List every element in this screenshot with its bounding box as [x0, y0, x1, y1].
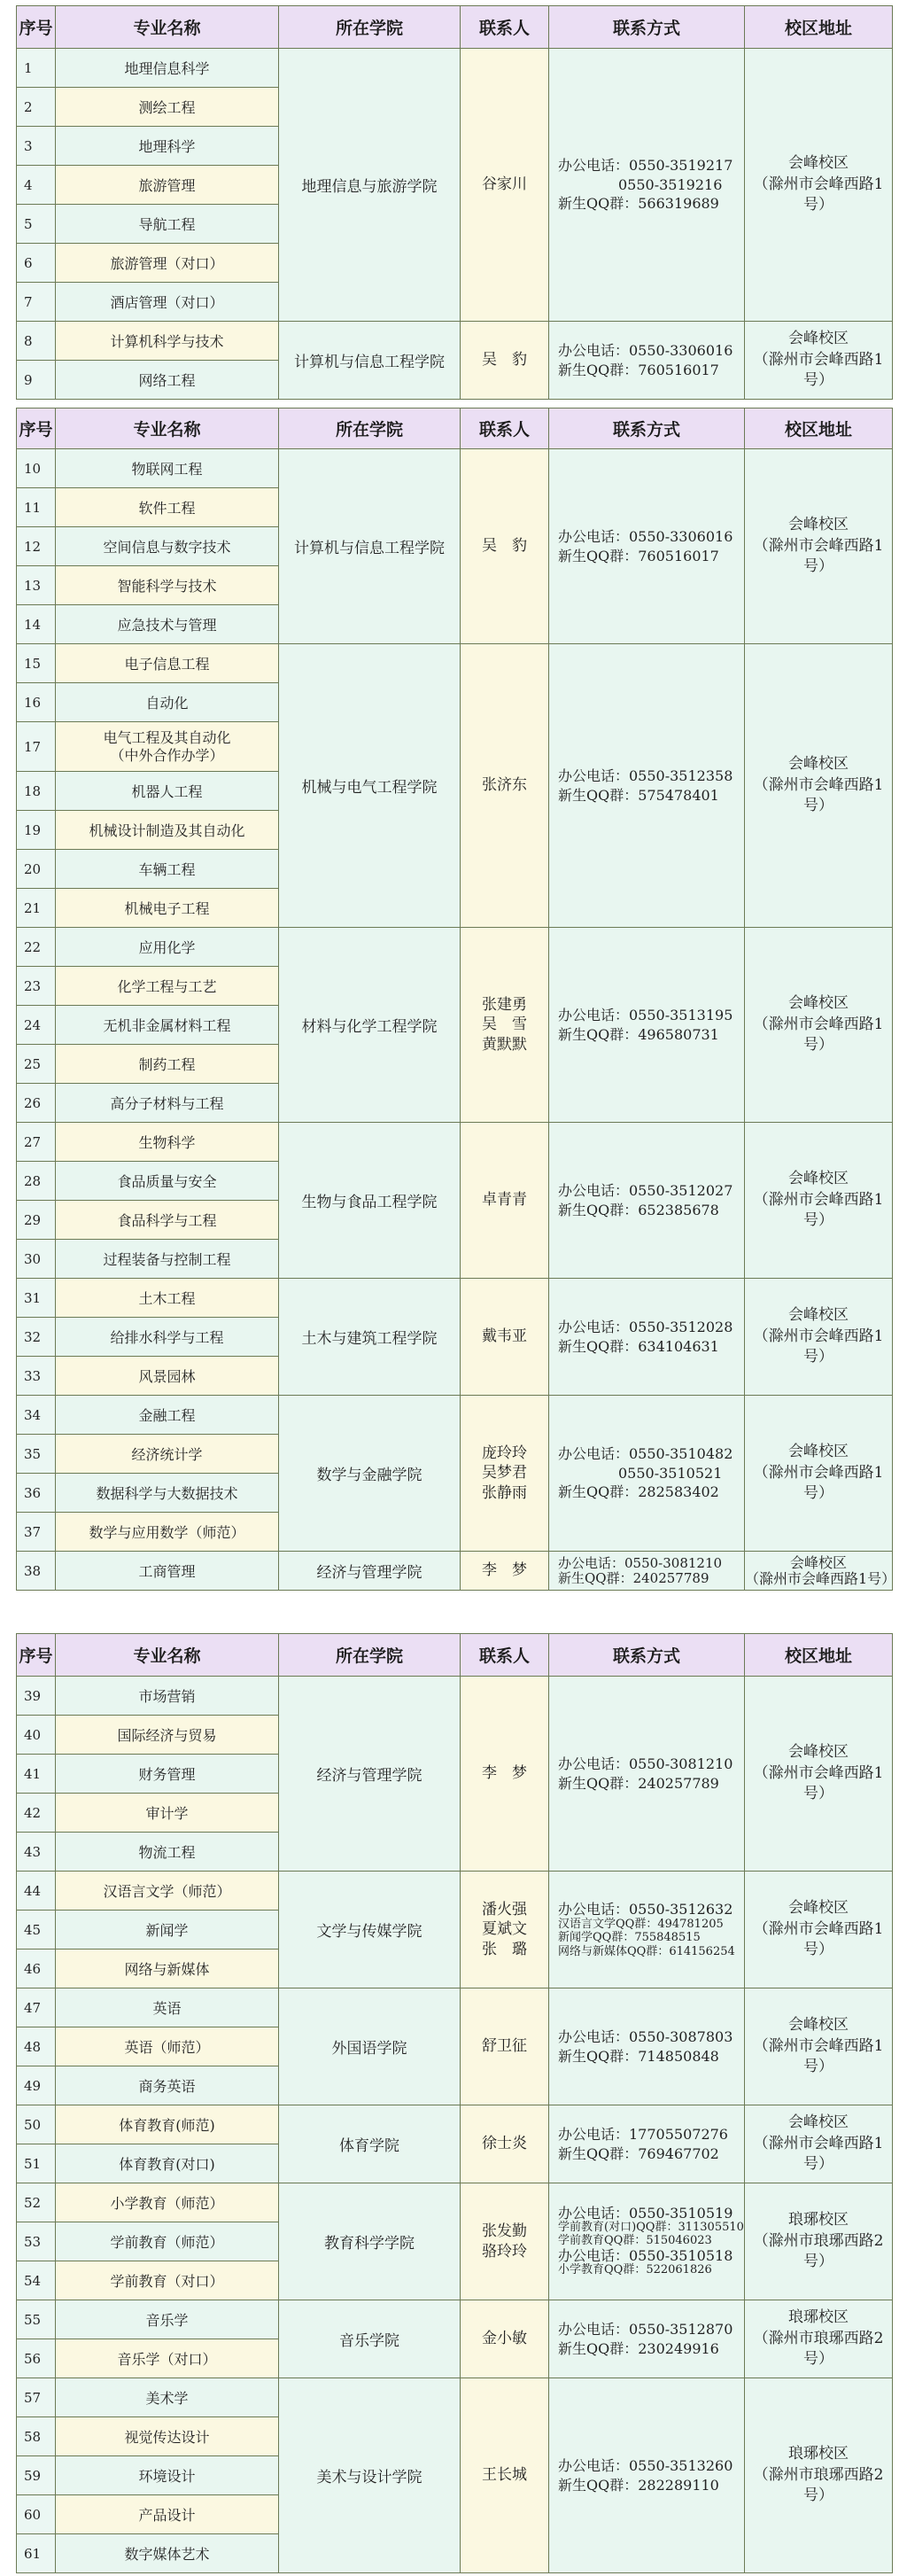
major-name: 小学教育（师范） — [56, 2183, 279, 2222]
row-number: 33 — [17, 1357, 56, 1396]
table-row — [17, 2378, 893, 2417]
college-name: 音乐学院 — [279, 2300, 461, 2378]
campus-address: 会峰校区 （滁州市会峰西路1号） — [745, 449, 893, 644]
row-number: 44 — [17, 1872, 56, 1911]
table-row — [17, 1396, 893, 1435]
major-name: 车辆工程 — [56, 850, 279, 889]
major-name: 物联网工程 — [56, 449, 279, 488]
row-number: 15 — [17, 644, 56, 683]
header-college: 所在学院 — [279, 1634, 461, 1677]
college-name: 教育科学学院 — [279, 2183, 461, 2300]
table-row — [17, 1279, 893, 1318]
major-name: 环境设计 — [56, 2456, 279, 2495]
college-name: 经济与管理学院 — [279, 1677, 461, 1872]
contact-person: 张建勇 吴 雪 黄默默 — [461, 928, 549, 1123]
college-name: 机械与电气工程学院 — [279, 644, 461, 928]
campus-address: 会峰校区 （滁州市会峰西路1号） — [745, 2105, 893, 2183]
college-name: 经济与管理学院 — [279, 1552, 461, 1591]
row-number: 47 — [17, 1988, 56, 2027]
row-number: 56 — [17, 2339, 56, 2378]
campus-address: 会峰校区 （滁州市会峰西路1号） — [745, 49, 893, 322]
campus-address: 会峰校区 （滁州市会峰西路1号） — [745, 928, 893, 1123]
campus-address: 会峰校区 （滁州市会峰西路1号） — [745, 322, 893, 400]
college-name: 数学与金融学院 — [279, 1396, 461, 1552]
row-number: 48 — [17, 2027, 56, 2066]
major-name: 国际经济与贸易 — [56, 1716, 279, 1755]
row-number: 36 — [17, 1474, 56, 1513]
contact-info: 办公电话：0550-3510482 0550-3510521 新生QQ群：282583402 — [549, 1396, 745, 1552]
row-number: 2 — [17, 88, 56, 127]
major-name: 食品科学与工程 — [56, 1201, 279, 1240]
major-name: 应急技术与管理 — [56, 605, 279, 644]
table-row — [17, 449, 893, 488]
major-name: 数据科学与大数据技术 — [56, 1474, 279, 1513]
row-number: 21 — [17, 889, 56, 928]
major-name: 学前教育（对口） — [56, 2261, 279, 2300]
contact-info: 办公电话：0550-3512358 新生QQ群：575478401 — [549, 644, 745, 928]
major-name: 汉语言文学（师范） — [56, 1872, 279, 1911]
row-number: 26 — [17, 1084, 56, 1123]
campus-address: 会峰校区 （滁州市会峰西路1号） — [745, 644, 893, 928]
college-name: 文学与传媒学院 — [279, 1872, 461, 1988]
contact-info: 办公电话：0550-3513195 新生QQ群：496580731 — [549, 928, 745, 1123]
contact-info: 办公电话：0550-3510519 学前教育(对口)QQ群：311305510 学前教育QQ群：515046023 办公电话：0550-3510518 小学教育QQ群：522061826 — [549, 2183, 745, 2300]
row-number: 49 — [17, 2066, 56, 2105]
contact-info: 办公电话：0550-3306016 新生QQ群：760516017 — [549, 322, 745, 400]
campus-address: 会峰校区 （滁州市会峰西路1号） — [745, 1677, 893, 1872]
row-number: 17 — [17, 722, 56, 772]
contact-person: 李 梦 — [461, 1552, 549, 1591]
header-seq: 序号 — [17, 6, 56, 49]
major-name: 工商管理 — [56, 1552, 279, 1591]
row-number: 4 — [17, 166, 56, 205]
major-name: 电气工程及其自动化 （中外合作办学） — [56, 722, 279, 772]
row-number: 60 — [17, 2495, 56, 2534]
table-row — [17, 2105, 893, 2144]
major-name: 风景园林 — [56, 1357, 279, 1396]
row-number: 24 — [17, 1006, 56, 1045]
major-name: 地理科学 — [56, 127, 279, 166]
contact-info: 办公电话：0550-3512027 新生QQ群：652385678 — [549, 1123, 745, 1279]
major-name: 视觉传达设计 — [56, 2417, 279, 2456]
row-number: 10 — [17, 449, 56, 488]
row-number: 50 — [17, 2105, 56, 2144]
row-number: 34 — [17, 1396, 56, 1435]
row-number: 42 — [17, 1794, 56, 1833]
major-name: 音乐学 — [56, 2300, 279, 2339]
major-name: 学前教育（师范） — [56, 2222, 279, 2261]
contact-person: 卓青青 — [461, 1123, 549, 1279]
major-name: 机器人工程 — [56, 772, 279, 811]
row-number: 12 — [17, 527, 56, 566]
major-name: 酒店管理（对口） — [56, 283, 279, 322]
table-row — [17, 2183, 893, 2222]
header-campus: 校区地址 — [745, 1634, 893, 1677]
header-major: 专业名称 — [56, 6, 279, 49]
major-name: 高分子材料与工程 — [56, 1084, 279, 1123]
contact-person: 张济东 — [461, 644, 549, 928]
major-name: 音乐学（对口） — [56, 2339, 279, 2378]
row-number: 11 — [17, 488, 56, 527]
row-number: 40 — [17, 1716, 56, 1755]
major-name: 体育教育(师范) — [56, 2105, 279, 2144]
row-number: 8 — [17, 322, 56, 361]
major-name: 美术学 — [56, 2378, 279, 2417]
row-number: 31 — [17, 1279, 56, 1318]
row-number: 59 — [17, 2456, 56, 2495]
contact-person: 徐士炎 — [461, 2105, 549, 2183]
major-name: 英语 — [56, 1988, 279, 2027]
contact-info: 办公电话：0550-3081210 新生QQ群：240257789 — [549, 1552, 745, 1591]
college-name: 土木与建筑工程学院 — [279, 1279, 461, 1396]
row-number: 23 — [17, 967, 56, 1006]
major-name: 英语（师范） — [56, 2027, 279, 2066]
table-row — [17, 1677, 893, 1716]
row-number: 51 — [17, 2144, 56, 2183]
contact-info: 办公电话：0550-3513260 新生QQ群：282289110 — [549, 2378, 745, 2573]
table-row — [17, 1552, 893, 1591]
row-number: 37 — [17, 1513, 56, 1552]
contact-info: 办公电话：0550-3512028 新生QQ群：634104631 — [549, 1279, 745, 1396]
contact-info: 办公电话：0550-3512632 汉语言文学QQ群：494781205 新闻学QQ群：755848515 网络与新媒体QQ群：614156254 — [549, 1872, 745, 1988]
major-name: 产品设计 — [56, 2495, 279, 2534]
campus-address: 会峰校区 （滁州市会峰西路1号） — [745, 1988, 893, 2105]
college-name: 体育学院 — [279, 2105, 461, 2183]
contact-info: 办公电话：0550-3512870 新生QQ群：230249916 — [549, 2300, 745, 2378]
header-contact-person: 联系人 — [461, 1634, 549, 1677]
table-header-row — [17, 409, 893, 449]
table-row — [17, 1872, 893, 1911]
contact-person: 张发勤 骆玲玲 — [461, 2183, 549, 2300]
college-name: 生物与食品工程学院 — [279, 1123, 461, 1279]
table-row — [17, 49, 893, 88]
major-name: 旅游管理（对口） — [56, 244, 279, 283]
row-number: 45 — [17, 1911, 56, 1950]
college-name: 美术与设计学院 — [279, 2378, 461, 2573]
row-number: 16 — [17, 683, 56, 722]
major-table-1 — [16, 5, 893, 400]
major-name: 数字媒体艺术 — [56, 2534, 279, 2573]
campus-address: 琅琊校区 （滁州市琅琊西路2号） — [745, 2183, 893, 2300]
major-name: 网络与新媒体 — [56, 1950, 279, 1988]
row-number: 20 — [17, 850, 56, 889]
header-major: 专业名称 — [56, 409, 279, 449]
row-number: 32 — [17, 1318, 56, 1357]
header-campus: 校区地址 — [745, 409, 893, 449]
header-college: 所在学院 — [279, 6, 461, 49]
row-number: 13 — [17, 566, 56, 605]
row-number: 61 — [17, 2534, 56, 2573]
major-name: 空间信息与数字技术 — [56, 527, 279, 566]
major-name: 市场营销 — [56, 1677, 279, 1716]
college-name: 计算机与信息工程学院 — [279, 449, 461, 644]
row-number: 41 — [17, 1755, 56, 1794]
major-name: 给排水科学与工程 — [56, 1318, 279, 1357]
campus-address: 会峰校区 （滁州市会峰西路1号） — [745, 1396, 893, 1552]
major-name: 土木工程 — [56, 1279, 279, 1318]
row-number: 19 — [17, 811, 56, 850]
row-number: 7 — [17, 283, 56, 322]
major-name: 无机非金属材料工程 — [56, 1006, 279, 1045]
header-seq: 序号 — [17, 409, 56, 449]
table-header-row — [17, 1634, 893, 1677]
major-name: 金融工程 — [56, 1396, 279, 1435]
row-number: 58 — [17, 2417, 56, 2456]
contact-person: 李 梦 — [461, 1677, 549, 1872]
major-name: 网络工程 — [56, 361, 279, 400]
major-name: 导航工程 — [56, 205, 279, 244]
table-row — [17, 322, 893, 361]
major-name: 化学工程与工艺 — [56, 967, 279, 1006]
major-name: 计算机科学与技术 — [56, 322, 279, 361]
contact-person: 庞玲玲 吴梦君 张静雨 — [461, 1396, 549, 1552]
contact-person: 王长城 — [461, 2378, 549, 2573]
table-row — [17, 1988, 893, 2027]
row-number: 29 — [17, 1201, 56, 1240]
major-name: 电子信息工程 — [56, 644, 279, 683]
header-seq: 序号 — [17, 1634, 56, 1677]
row-number: 1 — [17, 49, 56, 88]
major-name: 机械电子工程 — [56, 889, 279, 928]
row-number: 52 — [17, 2183, 56, 2222]
contact-person: 金小敏 — [461, 2300, 549, 2378]
contact-person: 戴韦亚 — [461, 1279, 549, 1396]
campus-address: 会峰校区 （滁州市会峰西路1号） — [745, 1872, 893, 1988]
major-name: 软件工程 — [56, 488, 279, 527]
major-name: 应用化学 — [56, 928, 279, 967]
campus-address: 会峰校区 （滁州市会峰西路1号） — [745, 1123, 893, 1279]
row-number: 55 — [17, 2300, 56, 2339]
major-name: 体育教育(对口) — [56, 2144, 279, 2183]
header-campus: 校区地址 — [745, 6, 893, 49]
header-contact-method: 联系方式 — [549, 6, 745, 49]
row-number: 3 — [17, 127, 56, 166]
row-number: 5 — [17, 205, 56, 244]
major-name: 测绘工程 — [56, 88, 279, 127]
row-number: 25 — [17, 1045, 56, 1084]
major-name: 食品质量与安全 — [56, 1162, 279, 1201]
campus-address: 会峰校区 （滁州市会峰西路1号） — [745, 1552, 893, 1591]
table-row — [17, 928, 893, 967]
table-header-row — [17, 6, 893, 49]
contact-person: 谷家川 — [461, 49, 549, 322]
row-number: 57 — [17, 2378, 56, 2417]
major-name: 自动化 — [56, 683, 279, 722]
contact-person: 舒卫征 — [461, 1988, 549, 2105]
row-number: 9 — [17, 361, 56, 400]
header-contact-person: 联系人 — [461, 6, 549, 49]
college-name: 外国语学院 — [279, 1988, 461, 2105]
row-number: 43 — [17, 1833, 56, 1872]
campus-address: 琅琊校区 （滁州市琅琊西路2号） — [745, 2300, 893, 2378]
contact-person: 吴 豹 — [461, 322, 549, 400]
major-table-3 — [16, 1633, 893, 2573]
major-name: 物流工程 — [56, 1833, 279, 1872]
header-major: 专业名称 — [56, 1634, 279, 1677]
header-college: 所在学院 — [279, 409, 461, 449]
row-number: 39 — [17, 1677, 56, 1716]
header-contact-method: 联系方式 — [549, 409, 745, 449]
row-number: 18 — [17, 772, 56, 811]
major-name: 制药工程 — [56, 1045, 279, 1084]
row-number: 6 — [17, 244, 56, 283]
major-name: 机械设计制造及其自动化 — [56, 811, 279, 850]
contact-info: 办公电话：0550-3306016 新生QQ群：760516017 — [549, 449, 745, 644]
major-name: 经济统计学 — [56, 1435, 279, 1474]
college-name: 材料与化学工程学院 — [279, 928, 461, 1123]
table-row — [17, 2300, 893, 2339]
campus-address: 琅琊校区 （滁州市琅琊西路2号） — [745, 2378, 893, 2573]
contact-info: 办公电话：0550-3519217 0550-3519216 新生QQ群：566319689 — [549, 49, 745, 322]
major-name: 数学与应用数学（师范） — [56, 1513, 279, 1552]
table-row — [17, 644, 893, 683]
contact-info: 办公电话：17705507276 新生QQ群：769467702 — [549, 2105, 745, 2183]
row-number: 38 — [17, 1552, 56, 1591]
major-name: 过程装备与控制工程 — [56, 1240, 279, 1279]
major-name: 生物科学 — [56, 1123, 279, 1162]
table-row — [17, 1123, 893, 1162]
row-number: 30 — [17, 1240, 56, 1279]
row-number: 28 — [17, 1162, 56, 1201]
header-contact-person: 联系人 — [461, 409, 549, 449]
contact-info: 办公电话：0550-3087803 新生QQ群：714850848 — [549, 1988, 745, 2105]
contact-person: 吴 豹 — [461, 449, 549, 644]
major-name: 地理信息科学 — [56, 49, 279, 88]
major-name: 财务管理 — [56, 1755, 279, 1794]
major-table-2 — [16, 408, 896, 1591]
contact-person: 潘火强 夏斌文 张 璐 — [461, 1872, 549, 1988]
major-name: 审计学 — [56, 1794, 279, 1833]
college-name: 计算机与信息工程学院 — [279, 322, 461, 400]
header-contact-method: 联系方式 — [549, 1634, 745, 1677]
major-name: 智能科学与技术 — [56, 566, 279, 605]
college-name: 地理信息与旅游学院 — [279, 49, 461, 322]
row-number: 22 — [17, 928, 56, 967]
major-name: 旅游管理 — [56, 166, 279, 205]
row-number: 27 — [17, 1123, 56, 1162]
row-number: 54 — [17, 2261, 56, 2300]
campus-address: 会峰校区 （滁州市会峰西路1号） — [745, 1279, 893, 1396]
major-name: 商务英语 — [56, 2066, 279, 2105]
row-number: 35 — [17, 1435, 56, 1474]
contact-info: 办公电话：0550-3081210 新生QQ群：240257789 — [549, 1677, 745, 1872]
row-number: 46 — [17, 1950, 56, 1988]
row-number: 14 — [17, 605, 56, 644]
major-name: 新闻学 — [56, 1911, 279, 1950]
row-number: 53 — [17, 2222, 56, 2261]
